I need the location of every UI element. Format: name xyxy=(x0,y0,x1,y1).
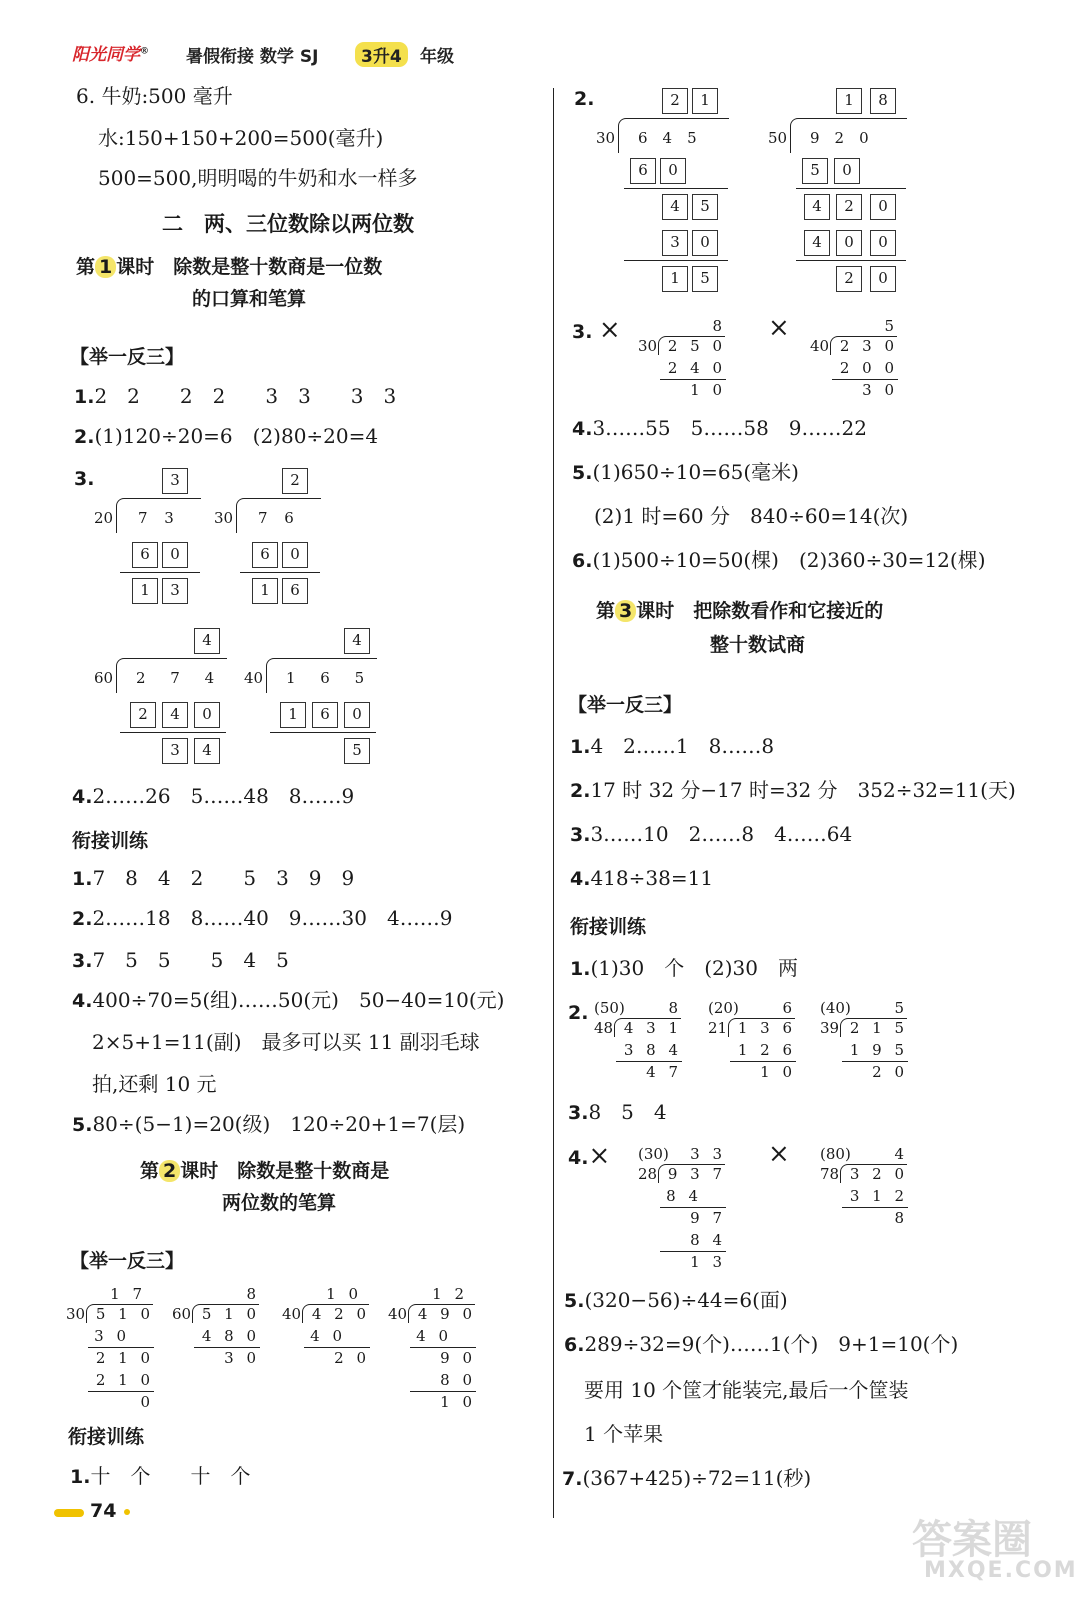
r-q6-answer: 6.(1)500÷10=50(棵) (2)360÷30=12(棵) xyxy=(572,548,986,572)
xj2-answer: 2.2……18 8……40 9……30 4……9 xyxy=(72,906,453,930)
section-xianjie: 衔接训练 xyxy=(72,830,149,852)
divisor: 48 xyxy=(594,1019,614,1037)
step-digit: 4 xyxy=(804,194,830,220)
quotient-digit: 2 xyxy=(662,88,688,114)
remainder-digit: 1 xyxy=(662,266,688,292)
divisor: 30 xyxy=(596,129,616,147)
remainder-digit: 3 xyxy=(162,578,188,604)
step-digit: 0 xyxy=(870,194,896,220)
product-digit: 5 xyxy=(802,158,828,184)
step-row: 2 1 0 xyxy=(95,1349,154,1367)
divisor: 60 xyxy=(172,1305,192,1323)
step-row: 4 0 xyxy=(416,1327,452,1345)
divisor: 40 xyxy=(244,669,264,687)
step-row: 2 0 0 xyxy=(839,359,898,377)
page-number: 74 xyxy=(90,1500,117,1522)
subtraction-line xyxy=(240,572,320,573)
quotient-digit: 8 xyxy=(870,88,896,114)
section-juyi: 【举一反三】 xyxy=(70,346,185,368)
quotient-digit: 4 xyxy=(194,628,220,654)
section-xianjie-2: 衔接训练 xyxy=(68,1426,145,1448)
divisor: 60 xyxy=(94,669,114,687)
subtraction-line xyxy=(796,188,906,189)
step-row: 1 3 xyxy=(690,1253,726,1271)
remainder-digit: 1 xyxy=(132,578,158,604)
product-digit: 6 xyxy=(630,158,656,184)
lesson1-title: 第 1 课时 除数是整十数商是一位数 xyxy=(76,256,383,278)
lesson2-title-line2: 两位数的笔算 xyxy=(222,1192,337,1214)
divisor: 30 xyxy=(638,337,658,355)
product-digit: 0 xyxy=(660,158,686,184)
quotient: 4 xyxy=(894,1145,908,1163)
xj2-1-answer: 1.十 个 十 个 xyxy=(70,1464,251,1488)
jy2-answer: 2.(1)120÷20=6 (2)80÷20=4 xyxy=(74,424,379,448)
lesson1-title-line2: 的口算和笔算 xyxy=(192,288,307,310)
divisor: 21 xyxy=(708,1019,728,1037)
quotient-digit: 2 xyxy=(282,468,308,494)
remainder-digit: 3 xyxy=(162,738,188,764)
r-xj6-line2: 要用 10 个筐才能装完,最后一个筐装 xyxy=(584,1378,909,1402)
dividend: 1 6 5 xyxy=(286,669,375,687)
long-division-s1 xyxy=(592,998,692,1088)
r-jy3-answer: 3.3……10 2……8 4……64 xyxy=(570,822,853,846)
division-box-b xyxy=(212,466,322,606)
quotient-digit: 1 xyxy=(836,88,862,114)
r-q3-label: 3. × xyxy=(572,315,621,345)
remainder-digit: 5 xyxy=(344,738,370,764)
lesson3-title: 第 3 课时 把除数看作和它接近的 xyxy=(596,600,884,622)
long-division-3 xyxy=(280,1284,380,1374)
jy3-label: 3. xyxy=(74,468,95,490)
step-row: 1 0 xyxy=(440,1393,476,1411)
dividend: 9 3 7 xyxy=(667,1165,726,1183)
column-divider xyxy=(553,88,554,1518)
section-juyi-2: 【举一反三】 xyxy=(70,1250,185,1272)
page-bar xyxy=(54,1509,84,1517)
step-row: 8 4 xyxy=(666,1187,702,1205)
step-row: 4 7 xyxy=(646,1063,682,1081)
xj4-line2: 2×5+1=11(副) 最多可以买 11 副羽毛球 xyxy=(92,1030,480,1054)
divisor: 30 xyxy=(66,1305,86,1323)
product-digit: 6 xyxy=(252,542,278,568)
product-digit: 0 xyxy=(834,158,860,184)
divisor: 50 xyxy=(768,129,788,147)
dividend: 7 6 xyxy=(258,509,300,527)
product-digit: 6 xyxy=(132,542,158,568)
long-division-s4 xyxy=(636,1144,736,1274)
quotient: 5 xyxy=(884,317,898,335)
dividend: 9 2 0 xyxy=(810,129,869,147)
subtraction-line xyxy=(270,732,376,733)
lesson3-title-line2: 整十数试商 xyxy=(710,634,806,656)
dividend: 4 2 0 xyxy=(311,1305,370,1323)
estimate: (50) xyxy=(594,999,625,1017)
step-row: 3 1 2 xyxy=(849,1187,908,1205)
remainder-digit: 5 xyxy=(692,266,718,292)
remainder-digit: 4 xyxy=(194,738,220,764)
dividend: 2 3 0 xyxy=(839,337,898,355)
xj3-answer: 3.7 5 5 5 4 5 xyxy=(72,948,289,972)
remainder-digit: 1 xyxy=(252,578,278,604)
header-title: 暑假衔接 数学 SJ xyxy=(186,47,319,67)
dividend: 6 4 5 xyxy=(638,129,697,147)
long-division-r4 xyxy=(808,316,908,406)
quotient: 8 xyxy=(712,317,726,335)
dividend: 5 1 0 xyxy=(95,1305,154,1323)
step-row: 8 xyxy=(894,1209,908,1227)
long-division-2 xyxy=(170,1284,270,1374)
divisor: 28 xyxy=(638,1165,658,1183)
r-xj7-answer: 7.(367+425)÷72=11(秒) xyxy=(562,1466,812,1490)
r-q3-mark-2: × xyxy=(768,313,790,343)
r-xj5-answer: 5.(320−56)÷44=6(面) xyxy=(564,1288,788,1312)
r-xj4-mark-2: × xyxy=(768,1139,790,1169)
dividend: 2 7 4 xyxy=(136,669,225,687)
step-row: 1 0 xyxy=(760,1063,796,1081)
estimate: (40) xyxy=(820,999,851,1017)
step-row: 9 7 xyxy=(690,1209,726,1227)
r-xj6-line3: 1 个苹果 xyxy=(584,1422,664,1446)
dividend: 2 1 5 xyxy=(849,1019,908,1037)
xj5-answer: 5.80÷(5−1)=20(级) 120÷20+1=7(层) xyxy=(72,1112,466,1136)
product-digit: 2 xyxy=(130,702,156,728)
r-xj4-label: 4.× xyxy=(568,1141,611,1171)
divisor: 39 xyxy=(820,1019,840,1037)
jy1-answer: 1.2 2 2 2 3 3 3 3 xyxy=(74,384,397,408)
step-row: 2 4 0 xyxy=(667,359,726,377)
product-digit: 1 xyxy=(280,702,306,728)
quotient: 1 2 xyxy=(432,1285,468,1303)
r-jy2-answer: 2.17 时 32 分−17 时=32 分 352÷32=11(天) xyxy=(570,778,1016,802)
quotient-digit: 4 xyxy=(344,628,370,654)
subtraction-line xyxy=(624,188,728,189)
grade-badge: 3升4 xyxy=(355,42,408,67)
step-row: 2 0 xyxy=(334,1349,370,1367)
dividend: 5 1 0 xyxy=(201,1305,260,1323)
xj4-line3: 拍,还剩 10 元 xyxy=(92,1072,217,1096)
product-digit: 4 xyxy=(804,230,830,256)
r-xj6-answer: 6.289÷32=9(个)……1(个) 9+1=10(个) xyxy=(564,1332,959,1356)
chapter-title: 二 两、三位数除以两位数 xyxy=(162,212,414,236)
divisor: 30 xyxy=(214,509,234,527)
estimate: (20) xyxy=(708,999,739,1017)
product-digit: 4 xyxy=(162,702,188,728)
r-jy1-answer: 1.4 2……1 8……8 xyxy=(570,734,775,758)
dividend: 7 3 xyxy=(138,509,180,527)
quotient: 8 xyxy=(246,1285,260,1303)
watermark-logo: 答案圈 xyxy=(912,1517,1032,1563)
xj1-answer: 1.7 8 4 2 5 3 9 9 xyxy=(72,866,355,890)
step-row: 3 0 xyxy=(224,1349,260,1367)
watermark-url: MXQE.COM xyxy=(924,1558,1078,1583)
step-row: 3 8 4 xyxy=(623,1041,682,1059)
estimate: (80) xyxy=(820,1145,851,1163)
dividend: 1 3 6 xyxy=(737,1019,796,1037)
step-row: 0 xyxy=(140,1393,154,1411)
long-division-r3 xyxy=(636,316,736,406)
step-row: 1 2 6 xyxy=(737,1041,796,1059)
quotient: 8 xyxy=(668,999,682,1017)
subtraction-line xyxy=(120,572,200,573)
long-division-1 xyxy=(64,1284,164,1414)
product-digit: 3 xyxy=(662,230,688,256)
step-digit: 4 xyxy=(662,194,688,220)
quotient-digit: 3 xyxy=(162,468,188,494)
step-row: 3 0 xyxy=(862,381,898,399)
r-jy4-answer: 4.418÷38=11 xyxy=(570,866,714,890)
dividend: 3 2 0 xyxy=(849,1165,908,1183)
division-box-r1 xyxy=(594,86,734,296)
divisor: 40 xyxy=(810,337,830,355)
r-section-xianjie: 衔接训练 xyxy=(570,916,647,938)
long-division-s3 xyxy=(818,998,918,1088)
r-q5-line2: (2)1 时=60 分 840÷60=14(次) xyxy=(594,504,909,528)
quotient: 3 3 xyxy=(690,1145,726,1163)
brand-logo: 阳光同学® xyxy=(72,45,149,65)
divisor: 78 xyxy=(820,1165,840,1183)
remainder-digit: 0 xyxy=(870,266,896,292)
r-section-juyi: 【举一反三】 xyxy=(568,694,683,716)
product-digit: 0 xyxy=(836,230,862,256)
subtraction-line xyxy=(120,732,226,733)
product-digit: 6 xyxy=(312,702,338,728)
step-row: 4 8 0 xyxy=(201,1327,260,1345)
step-digit: 2 xyxy=(836,194,862,220)
r-xj3-answer: 3.8 5 4 xyxy=(568,1100,667,1124)
division-box-a xyxy=(92,466,202,606)
lesson2-title: 第 2 课时 除数是整十数商是 xyxy=(140,1160,390,1182)
r-xj2-label: 2. xyxy=(568,1002,589,1024)
step-row: 1 9 5 xyxy=(849,1041,908,1059)
product-digit: 0 xyxy=(282,542,308,568)
step-row: 2 0 xyxy=(872,1063,908,1081)
step-row: 9 0 xyxy=(440,1349,476,1367)
dividend: 4 3 1 xyxy=(623,1019,682,1037)
step-digit: 5 xyxy=(692,194,718,220)
step-row: 8 4 xyxy=(690,1231,726,1249)
grade-suffix: 年级 xyxy=(420,47,454,67)
divisor: 20 xyxy=(94,509,114,527)
subtraction-line xyxy=(624,260,728,261)
estimate: (30) xyxy=(638,1145,669,1163)
jy4-answer: 4.2……26 5……48 8……9 xyxy=(72,784,355,808)
step-row: 8 0 xyxy=(440,1371,476,1389)
division-box-d xyxy=(242,626,382,766)
quotient-digit: 1 xyxy=(692,88,718,114)
long-division-s2 xyxy=(706,998,806,1088)
quotient: 1 0 xyxy=(326,1285,362,1303)
q6-line1: 6. 牛奶:500 毫升 xyxy=(76,84,233,108)
long-division-s5 xyxy=(818,1144,918,1234)
q6-line2: 水:150+150+200=500(毫升) xyxy=(98,126,384,150)
r-q4-answer: 4.3……55 5……58 9……22 xyxy=(572,416,867,440)
dividend: 2 5 0 xyxy=(667,337,726,355)
step-row: 1 0 xyxy=(690,381,726,399)
quotient: 6 xyxy=(782,999,796,1017)
product-digit: 0 xyxy=(194,702,220,728)
r-q2-label: 2. xyxy=(574,88,595,110)
product-digit: 0 xyxy=(344,702,370,728)
quotient: 1 7 xyxy=(110,1285,146,1303)
division-box-c xyxy=(92,626,232,766)
remainder-digit: 2 xyxy=(836,266,862,292)
product-digit: 0 xyxy=(692,230,718,256)
step-row: 3 0 xyxy=(94,1327,130,1345)
product-digit: 0 xyxy=(162,542,188,568)
subtraction-line xyxy=(796,260,906,261)
divisor: 40 xyxy=(282,1305,302,1323)
page-dot xyxy=(124,1509,130,1515)
r-q5-answer: 5.(1)650÷10=65(毫米) xyxy=(572,460,799,484)
long-division-4 xyxy=(386,1284,486,1414)
product-digit: 0 xyxy=(870,230,896,256)
divisor: 40 xyxy=(388,1305,408,1323)
step-row: 4 0 xyxy=(310,1327,346,1345)
step-row: 2 1 0 xyxy=(95,1371,154,1389)
dividend: 4 9 0 xyxy=(417,1305,476,1323)
r-xj1-answer: 1.(1)30 个 (2)30 两 xyxy=(570,956,799,980)
remainder-digit: 6 xyxy=(282,578,308,604)
quotient: 5 xyxy=(894,999,908,1017)
xj4-answer: 4.400÷70=5(组)……50(元) 50−40=10(元) xyxy=(72,988,505,1012)
division-box-r2 xyxy=(766,86,916,296)
q6-line3: 500=500,明明喝的牛奶和水一样多 xyxy=(98,166,418,190)
